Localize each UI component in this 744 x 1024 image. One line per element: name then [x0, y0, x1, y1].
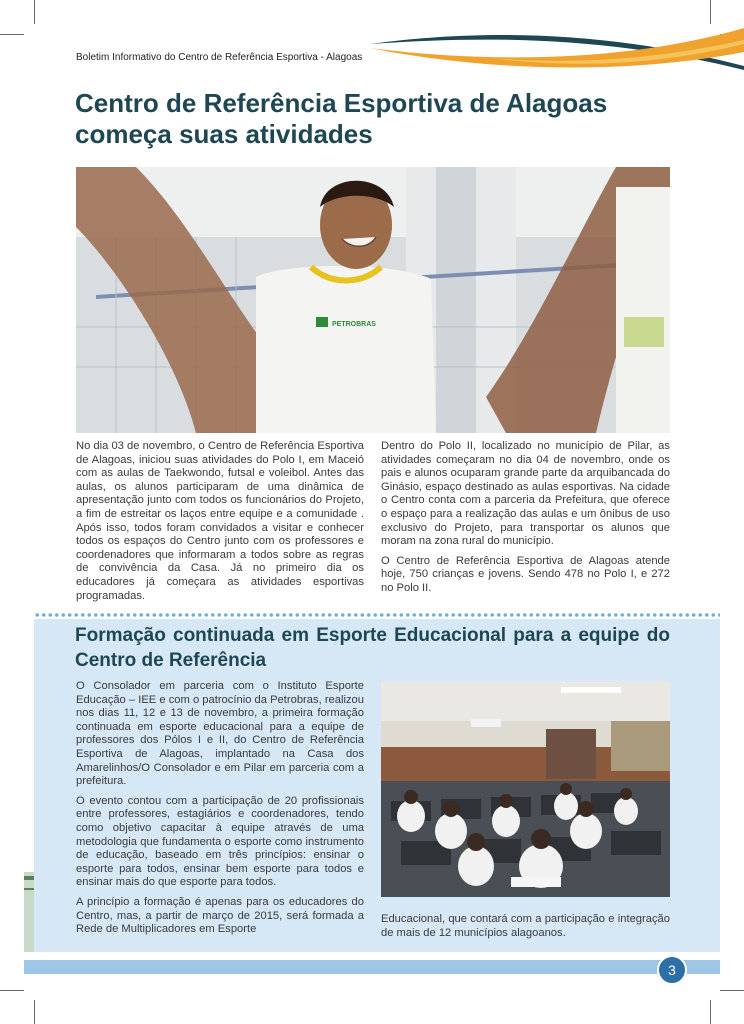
footer-bar — [24, 960, 720, 974]
paragraph: O evento contou com a participação de 20 profissionais entre professores, estagiários e coordenadores, tendo como objetivo capacitar à equipe através de uma metodologia que fundamenta o esporte como instrumento de educação, baseado em três princípios: ensinar o esporte para todos, ensinar bem esporte para todos e ensinar mais do que esporte para todos. — [76, 794, 364, 889]
article1-right-column — [381, 440, 670, 602]
article2-left-column — [76, 680, 364, 943]
paragraph: Educacional, que contará com a participação e integração de mais de 12 municípios alagoanos. — [381, 913, 670, 939]
article1-left-column — [76, 440, 364, 609]
page-number: 3 — [657, 955, 687, 985]
crop-mark — [710, 1000, 711, 1024]
paragraph: O Consolador em parceria com o Instituto Esporte Educação – IEE e com o patrocínio da Petrobras, realizou nos dias 11, 12 e 13 de novembro, a primeira formação continuada em esporte educacional para a equipe de professores dos Pólos I e II, do Centro de Referência Esportiva de Alagoas, implantado na Casa dos Amarelinhos/O Consolador e em Pilar em parceria com a prefeitura. — [76, 680, 364, 788]
training-classroom-photo — [381, 681, 670, 897]
article-photo-child — [76, 167, 670, 433]
crop-mark — [720, 990, 744, 991]
paragraph: A princípio a formação é apenas para os educadores do Centro, mas, a partir de março de 2015, será formada a Rede de Multiplicadores em Esporte — [76, 895, 364, 936]
crop-mark — [34, 1000, 35, 1024]
header-swoosh-graphic — [370, 18, 744, 82]
bulletin-header: Boletim Informativo do Centro de Referência Esportiva - Alagoas — [76, 52, 363, 63]
crop-mark — [0, 990, 24, 991]
dotted-divider — [34, 611, 720, 619]
crop-mark — [34, 0, 35, 24]
decorative-edge-stripes — [24, 872, 34, 952]
paragraph: Dentro do Polo II, localizado no município de Pilar, as atividades começaram no dia 04 de novembro, onde os pais e alunos ocuparam grande parte da arquibancada do Ginásio, espaço destinado as aulas esportivas. Na cidade o Centro conta com a parceria da Prefeitura, que oferece o espaço para a realização das aulas e um ônibus de uso exclusivo do Projeto, para transportar os alunos que moram na zona rural do município. — [381, 440, 670, 548]
crop-mark — [0, 34, 24, 35]
shirt-logo-text: PETROBRAS — [332, 321, 376, 328]
paragraph: O Centro de Referência Esportiva de Alagoas atende hoje, 750 crianças e jovens. Sendo 478 no Polo I, e 272 no Polo II. — [381, 554, 670, 594]
article2-title: Formação continuada em Esporte Educacional para a equipe do Centro de Referência — [75, 625, 670, 671]
paragraph: No dia 03 de novembro, o Centro de Referência Esportiva de Alagoas, iniciou suas atividades do Polo I, em Maceió com as aulas de Taekwondo, futsal e voleibol. Antes das aulas, os alunos participaram de uma dinâmica de apresentação junto com todos os funcionários do Projeto, a fim de estreitar os laços entre equipe e a comunidade . Após isso, todos foram convidados a visitar e conhecer todos os espaços do Centro junto com os professores e coordenadores que informaram a todos sobre as regras de convivência da Casa. Já no primeiro dia os educadores já começara as atividades esportivas programadas. — [76, 440, 364, 602]
article2-right-column — [381, 913, 670, 946]
article-title: Centro de Referência Esportiva de Alagoas começa suas atividades — [75, 88, 608, 149]
